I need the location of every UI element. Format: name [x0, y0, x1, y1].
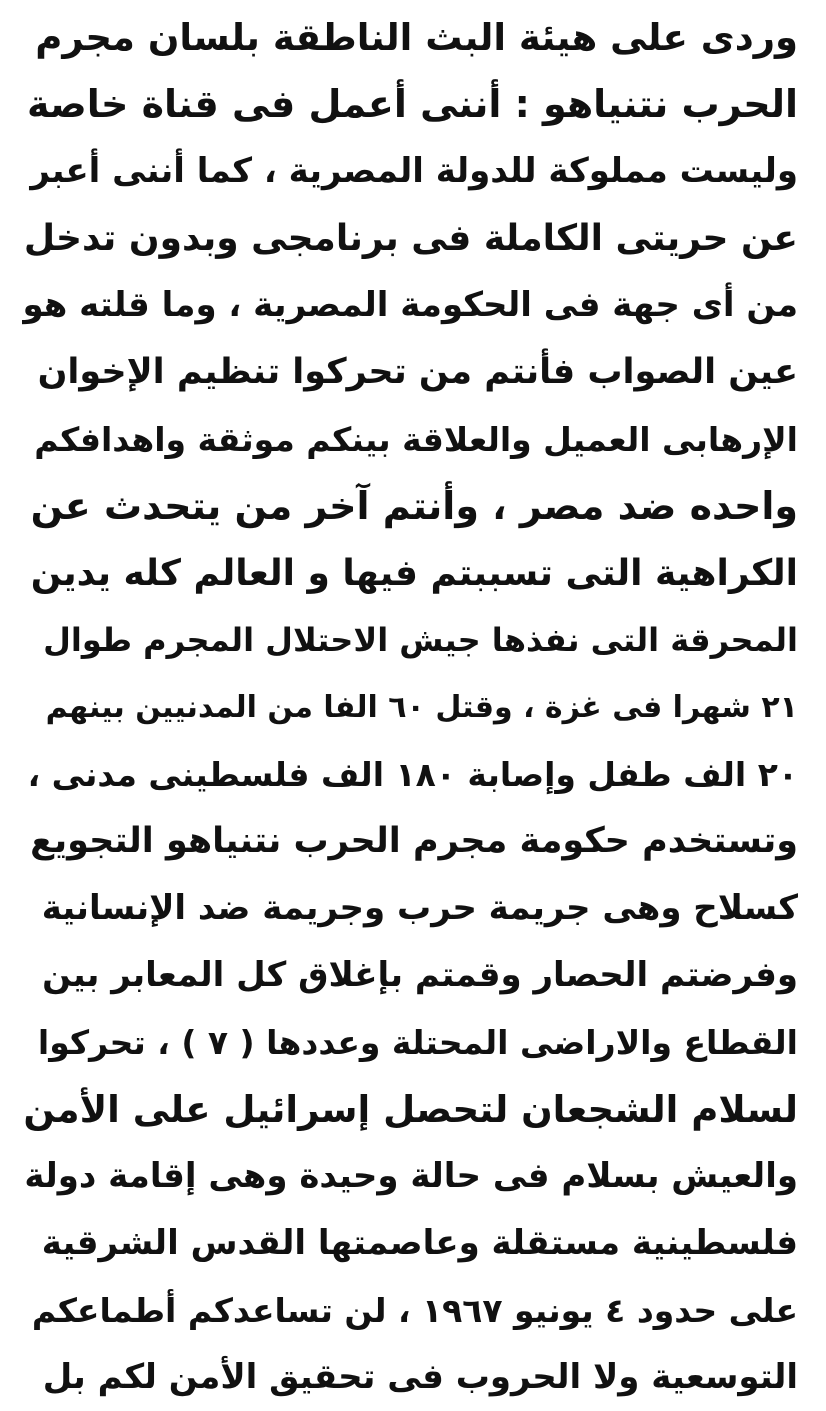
text-line: وردى على هيئة البث الناطقة بلسان مجرم	[35, 16, 798, 59]
text-line: فلسطينية مستقلة وعاصمتها القدس الشرقية	[41, 1223, 798, 1263]
text-line: واحده ضد مصر ، وأنتم آخر من يتحدث عن	[30, 484, 798, 528]
text-line: كسلاح وهى جريمة حرب وجريمة ضد الإنسانية	[41, 888, 798, 928]
text-line: القطاع والاراضى المحتلة وعددها ( ٧ ) ، تحركوا	[37, 1023, 798, 1062]
text-line: الحرب نتنياهو : أننى أعمل فى قناة خاصة	[26, 82, 798, 126]
text-line: لسلام الشجعان لتحصل إسرائيل على الأمن	[23, 1088, 798, 1131]
text-line: وفرضتم الحصار وقمتم بإغلاق كل المعابر بين	[42, 955, 798, 995]
text-line: عن حريتى الكاملة فى برنامجى وبدون تدخل	[23, 218, 798, 259]
text-line: الإرهابى العميل والعلاقة بينكم موثقة واهدافكم	[34, 420, 798, 459]
text-line: عين الصواب فأنتم من تحركوا تنظيم الإخوان	[37, 352, 798, 392]
text-line: ٢٠ الف طفل وإصابة ١٨٠ الف فلسطينى مدنى ،	[27, 755, 798, 794]
text-line: والعيش بسلام فى حالة وحيدة وهى إقامة دولة	[24, 1156, 798, 1196]
text-line: وتستخدم حكومة مجرم الحرب نتنياهو التجويع	[30, 821, 798, 861]
text-line: على حدود ٤ يونيو ١٩٦٧ ، لن تساعدكم أطماعكم	[31, 1291, 798, 1330]
text-line: من أى جهة فى الحكومة المصرية ، وما قلته هو	[22, 285, 798, 325]
text-line: التوسعية ولا الحروب فى تحقيق الأمن لكم بل	[42, 1357, 798, 1397]
text-line: المحرقة التى نفذها جيش الاحتلال المجرم طوال	[43, 621, 798, 659]
text-line: ٢١ شهرا فى غزة ، وقتل ٦٠ الفا من المدنيين بينهم	[45, 690, 798, 725]
text-line: الكراهية التى تسببتم فيها و العالم كله يدين	[30, 553, 798, 594]
text-line: وليست مملوكة للدولة المصرية ، كما أننى أعبر	[30, 151, 798, 191]
